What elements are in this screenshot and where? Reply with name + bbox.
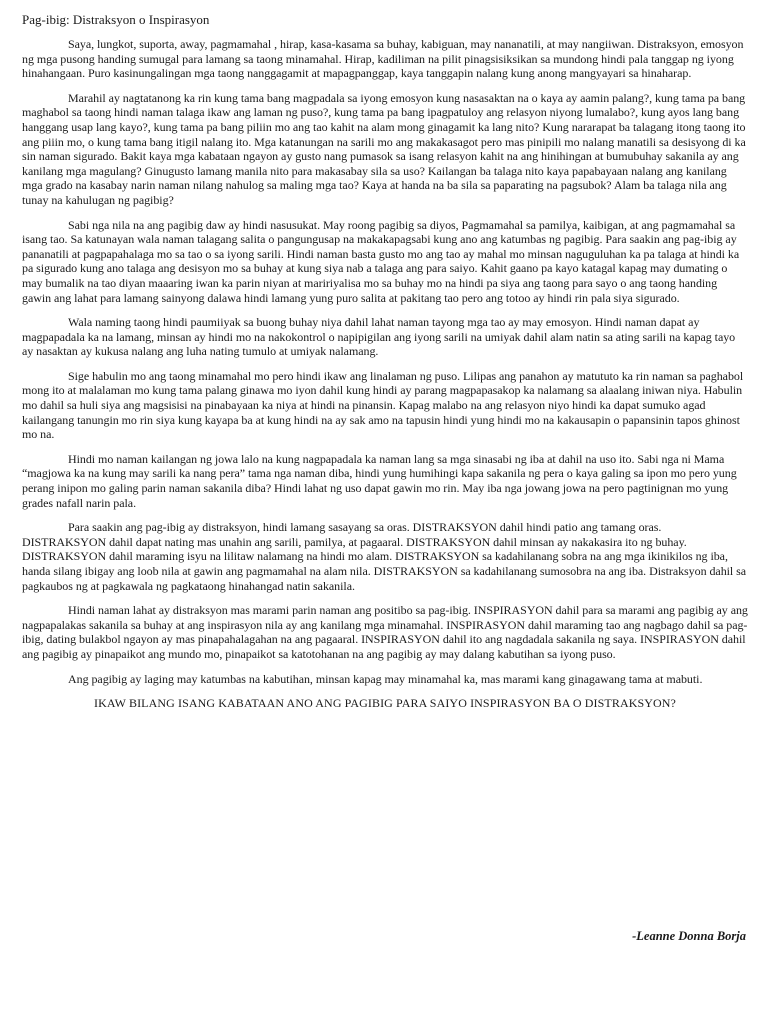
- document-title: Pag-ibig: Distraksyon o Inspirasyon: [22, 12, 210, 27]
- paragraph-1: Saya, lungkot, suporta, away, pagmamahal , hirap, kasa-kasama sa buhay, kabiguan, may nananatili, at may nangiiwan. Distraksyon, emosyon ng mga pusong handing sumugal para lamang sa taong minamahal. Hirap, kadiliman na pilit pinagsisiksikan sa mundong hindi pala tanggap ng iyong hinahangaan. Puro kasinungalingan mga taong nanggagamit at mapagpanggap, kaya tanggapin nalang kung anong mangyayari sa hinaharap.: [22, 37, 744, 81]
- paragraph-3: Sabi nga nila na ang pagibig daw ay hindi nasusukat. May roong pagibig sa diyos, Pagmamahal sa pamilya, kaibigan, at ang pagmamahal sa isang tao. Sa katunayan wala naman talagang salita o pangungusap na makakapagsabi kung ano ang katumbas ng pagibig. Para saakin ang pag-ibig ay pananatili at pagpapahalaga mo sa tao o sa iyong sarili. Hindi naman basta gusto mo ang tao ay mahal mo minsan naguguluhan ka pa talaga at hindi ka pa sigurado kung ano talaga ang desisyon mo sa buhay at kung siya nab a talaga ang para saiyo. Kahit gaano pa kayo katagal kapag may dumating o may bumalik na tao diyan maaaring iwan ka parin niyan at maririyalisa mo sa buhay mo na hindi pa siya ang taong para sayo o ang taong handing gawin ang lahat para lamang sainyong dalawa hindi lamang yung puro salita at pakitang tao pero ang totoo ay hindi rin pala siya sigurado.: [22, 217, 740, 305]
- author-signature: -Leanne Donna Borja: [632, 929, 746, 943]
- paragraph-4: Wala naming taong hindi paumiiyak sa buong buhay niya dahil lahat naman tayong mga tao ay may emosyon. Hindi naman dapat ay magpapadala ka na lamang, minsan ay hindi mo na nakokontrol o napipigilan ang iyong sarili na umiyak dahil alam natin sa ating sarili na kapag tayo ay nasaktan ay kukusa nalang ang luha nating tumulo at umiyak nalamang.: [22, 315, 736, 359]
- paragraph-5: Sige habulin mo ang taong minamahal mo pero hindi ikaw ang linalaman ng puso. Lilipas ang panahon ay matututo ka rin naman sa paghabol mong ito at malalaman mo kung tama palang ginawa mo iyon dahil kung hindi ay parang magpapasakop ka nalamang sa alaalang iniwan niya. Habulin mo dahil sa huli siya ang magsisisi na pinabayaan ka niya at hindi na pinansin. Kapag malabo na ang relasyon niyo hindi ka dapat sumuko agad kailangang tanungin mo rin siya kung kayapa ba at kung hindi na ay sak amo na tapusin hindi yung hindi mo na kakausapin o papansinin tapos ghinost mo na.: [22, 368, 744, 442]
- closing-question: IKAW BILANG ISANG KABATAAN ANO ANG PAGIBIG PARA SAIYO INSPIRASYON BA O DISTRAKSYON?: [94, 696, 676, 711]
- paragraph-9: Ang pagibig ay laging may katumbas na kabutihan, minsan kapag may minamahal ka, mas marami kang ginagawang tama at mabuti.: [68, 671, 703, 686]
- paragraph-6: Hindi mo naman kailangan ng jowa lalo na kung nagpapadala ka naman lang sa mga sinasabi ng iba at dahil na uso ito. Sabi nga ni Mama “magjowa ka na kung may sarili ka nang pera” tama nga naman diba, hindi yung humihingi kapa sakanila ng pera o kaya galing sa ipon mo pero yung perang inipon mo galing parin naman sakanila diba? Hindi lahat ng uso dapat gawin mo rin. May iba nga jowang jowa na pero pagtinignan mo yung grades nafall narin pala.: [22, 451, 737, 510]
- paragraph-8: Hindi naman lahat ay distraksyon mas marami parin naman ang positibo sa pag-ibig. INSPIRASYON dahil para sa marami ang pagibig ay ang nagpapalakas sakanila sa buhay at ang inspirasyon nila ay ang kanilang mga minamahal. INSPIRASYON dahil maraming tao ang nagbago dahil sa pag-ibig, dating bulakbol ngayon ay mas pinapahalagahan na ang pagaaral. INSPIRASYON dahil ito ang nagdadala sakanila ng saya. INSPIRASYON dahil ang pagibig ay pinapaikot ang mundo mo, pinapaikot sa katotohanan na ang pagibig ay may dalang kabutihan sa iyong puso.: [22, 603, 748, 661]
- paragraph-7: Para saakin ang pag-ibig ay distraksyon, hindi lamang sasayang sa oras. DISTRAKSYON dahil hindi patio ang tamang oras. DISTRAKSYON dahil dapat nating mas unahin ang sarili, pamilya, at pagaaral. DISTRAKSYON dahil minsan ay nakakasira ito ng buhay. DISTRAKSYON dahil maraming isyu na lilitaw nalamang na hindi mo alam. DISTRAKSYON sa kadahilanang sobra na ang mga ikinikilos ng iba, handa silang ibigay ang loob nila at gawin ang pagmamahal na alam nila. DISTRAKSYON sa kadahilanang sumosobra na ang iba. Distraksyon dahil sa pagkaubos ng at pagkawala ng pagkataong hinahangad natin sakanila.: [22, 520, 747, 593]
- paragraph-2: Marahil ay nagtatanong ka rin kung tama bang magpadala sa iyong emosyon kung nasasaktan na o kaya ay aamin palang?, kung tama pa bang maghabol sa taong hindi naman talaga ikaw ang laman ng puso?, kung tama pa bang ipagpatuloy ang relasyon niyong lumalabo?, kung ayos lang bang hanggang usap lang kayo?, kung tama pa bang piliin mo ang tao kahit na alam mong ginagamit ka lang nito? Kung nararapat ba talagang itong taong ito ang piiin mo, o kung tama bang itigil nalang ito. Mga katanungan na sarili mo ang makakasagot pero mas pinipili mo nalang manatili sa desisyong di ka sin naman sigurado. Bakit kaya mga kabataan ngayon ay gusto nang pumasok sa isang relasyon kahit na ang hinihingan at bumubuhay sakanila ay ang kanilang mga magulang? Ginugusto lamang manila nito para makasabay sila sa uso? Kailangan ba talaga nito kaya papabayaan nalang ang kanilang mga grado na kasabay narin naman nilang nahulog sa maling mga tao? Kaya at handa na ba sila sa paparating na pagsubok? Alam ba talaga nila ang tunay na kahulugan ng pagibig?: [22, 90, 746, 207]
